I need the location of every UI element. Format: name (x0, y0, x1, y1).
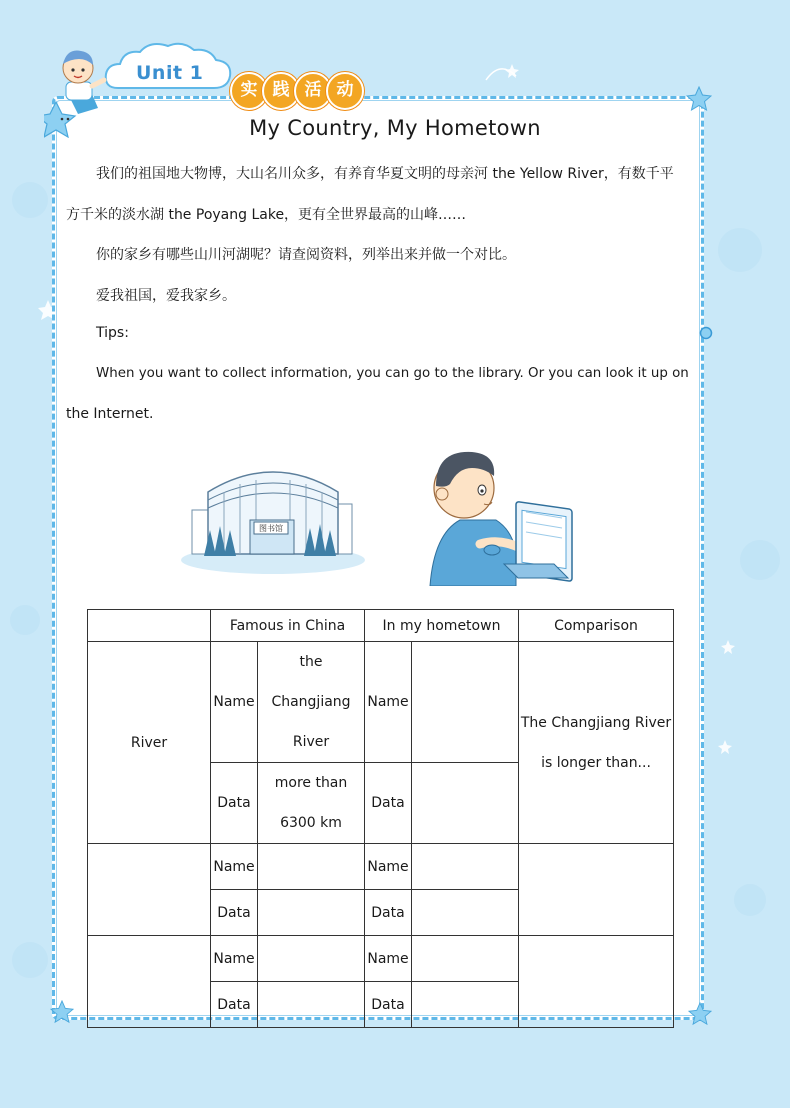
tips-label: Tips: (96, 325, 129, 341)
table-cell-hometown-data-input[interactable] (412, 890, 519, 936)
table-cell-china-name-input[interactable] (258, 844, 365, 890)
table-row-label: Data (365, 890, 412, 936)
table-cell-hometown-data-input[interactable] (412, 982, 519, 1028)
star-icon (50, 1000, 74, 1024)
table-cell-comparison (519, 642, 674, 844)
table-cell-comparison-input[interactable] (519, 844, 674, 936)
table-row-label: Name (211, 936, 258, 982)
table-cell-category-input[interactable] (88, 844, 211, 936)
table-header-comparison: Comparison (519, 610, 674, 642)
star-icon (686, 86, 712, 112)
table-row-label: Name (211, 642, 258, 763)
table-row-label: Data (211, 763, 258, 844)
table-header-famous-in-china: Famous in China (211, 610, 365, 642)
table-cell-category-input[interactable] (88, 936, 211, 1028)
table-cell-text: the Changjiang (271, 654, 351, 710)
activity-badge-1: 实 (230, 72, 268, 110)
table-cell-comparison-input[interactable] (519, 936, 674, 1028)
library-illustration (178, 448, 368, 576)
table-cell-text: is longer than... (541, 754, 651, 771)
page-title: My Country, My Hometown (249, 116, 541, 140)
edge-dot-icon (699, 326, 713, 340)
table-cell-text: The Changjiang River (520, 714, 672, 731)
table-row-category-river: River (88, 642, 211, 844)
table-cell-text: more than (274, 775, 348, 791)
table-row-label: Name (365, 844, 412, 890)
unit-label: Unit 1 (136, 62, 204, 84)
table-row-label: Data (211, 890, 258, 936)
table-row-label: Data (211, 982, 258, 1028)
boy-computer-illustration (420, 446, 580, 586)
intro-line-2: 方千米的淡水湖 the Poyang Lake，更有全世界最高的山峰…… (66, 207, 467, 223)
table-cell-china-data-input[interactable] (258, 982, 365, 1028)
table-cell-china-data-input[interactable] (258, 890, 365, 936)
activity-badge-4: 动 (326, 72, 364, 110)
activity-badge-2: 践 (262, 72, 300, 110)
table-cell-china-name (258, 642, 365, 763)
tips-line-1: When you want to collect information, you can go to the library. Or you can look it up on (96, 366, 689, 381)
tips-line-2: the Internet. (66, 406, 154, 422)
star-icon (688, 1002, 712, 1026)
table-row-label: Data (365, 763, 412, 844)
table-cell-china-name-input[interactable] (258, 936, 365, 982)
question-line: 你的家乡有哪些山川河湖呢？请查阅资料，列举出来并做一个对比。 (96, 247, 516, 263)
table-header-in-my-hometown: In my hometown (365, 610, 519, 642)
table-row-label: Name (365, 936, 412, 982)
table-cell-hometown-name-input[interactable] (412, 844, 519, 890)
comparison-table (87, 609, 674, 1028)
intro-line-1: 我们的祖国地大物博，大山名川众多，有养育华夏文明的母亲河 the Yellow River，有数千平 (96, 166, 674, 182)
motto-line: 爱我祖国，爱我家乡。 (96, 288, 236, 304)
table-cell-hometown-name-input[interactable] (412, 642, 519, 763)
table-row-label: Name (211, 844, 258, 890)
table-cell-text: River (292, 734, 330, 750)
table-cell-hometown-data-input[interactable] (412, 763, 519, 844)
activity-badge-3: 活 (294, 72, 332, 110)
table-cell-text: 6300 km (280, 815, 342, 831)
table-header-empty (88, 610, 211, 642)
table-cell-hometown-name-input[interactable] (412, 936, 519, 982)
table-row-label: Name (365, 642, 412, 763)
library-sign-text: 图书馆 (259, 524, 283, 533)
table-row-label: Data (365, 982, 412, 1028)
table-cell-china-data (258, 763, 365, 844)
